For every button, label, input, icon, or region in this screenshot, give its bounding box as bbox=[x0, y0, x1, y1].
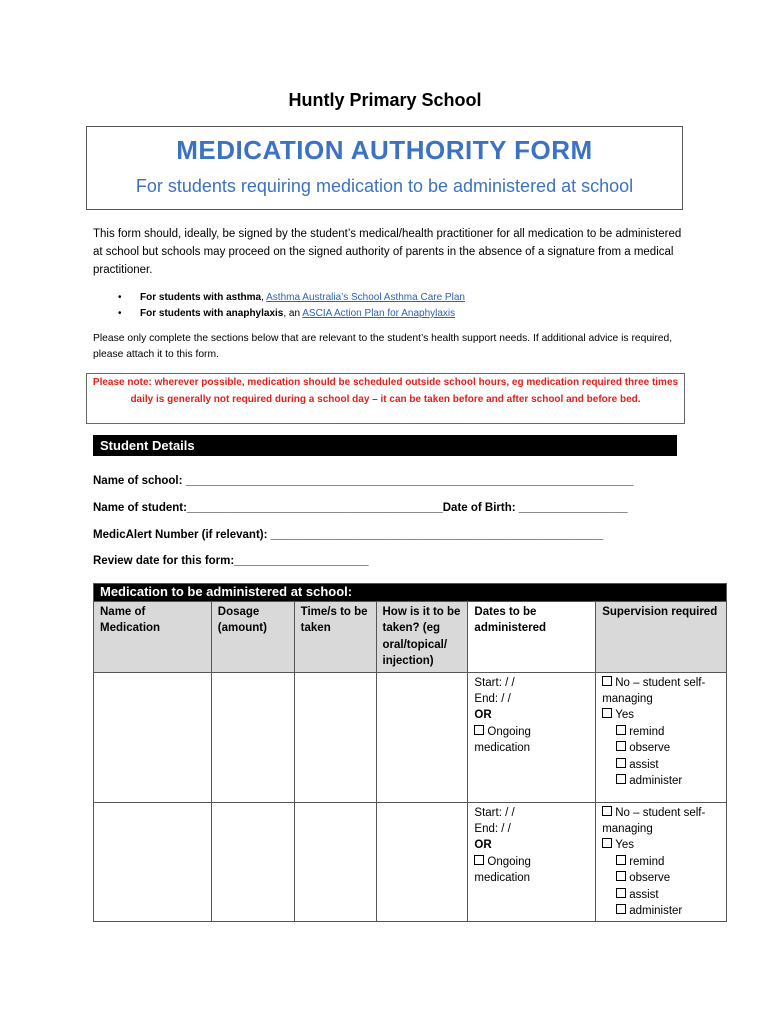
title-box bbox=[86, 126, 683, 210]
end-date[interactable]: End: / / bbox=[474, 823, 511, 836]
col-how: How is it to be taken? (eg oral/topical/ injection) bbox=[376, 602, 468, 673]
col-dosage: Dosage (amount) bbox=[211, 602, 294, 673]
dosage-cell[interactable] bbox=[211, 672, 294, 802]
checkbox[interactable] bbox=[474, 855, 484, 865]
ongoing-label: Ongoing medication bbox=[474, 855, 531, 885]
method-cell[interactable] bbox=[376, 802, 468, 922]
remind-option[interactable] bbox=[602, 724, 720, 740]
no-option[interactable] bbox=[602, 805, 720, 838]
start-date[interactable]: Start: / / bbox=[474, 806, 515, 819]
yes-label: Yes bbox=[615, 839, 634, 852]
ongoing-option[interactable] bbox=[474, 854, 589, 887]
no-label: No – student self- managing bbox=[602, 676, 706, 706]
asthma-bullet bbox=[118, 290, 465, 306]
or-label: OR bbox=[474, 839, 492, 852]
checkbox[interactable] bbox=[616, 774, 626, 784]
asthma-plan-link[interactable]: Asthma Australia’s School Asthma Care Plan bbox=[266, 292, 465, 303]
intro-paragraph: This form should, ideally, be signed by the student’s medical/health practitioner for all medication to be administered at school but schools may proceed on the signed authority of parents in the absence of a signature from a medical practitioner. bbox=[93, 228, 682, 276]
checkbox[interactable] bbox=[474, 725, 484, 735]
ongoing-label: Ongoing medication bbox=[474, 725, 531, 755]
dosage-cell[interactable] bbox=[211, 802, 294, 922]
time-cell[interactable] bbox=[294, 802, 376, 922]
checkbox[interactable] bbox=[616, 758, 626, 768]
end-date[interactable]: End: / / bbox=[474, 693, 511, 706]
administer-label: administer bbox=[629, 775, 683, 788]
observe-label: observe bbox=[629, 742, 671, 755]
anaphylaxis-sep: , an bbox=[283, 308, 303, 319]
time-cell[interactable] bbox=[294, 672, 376, 802]
school-name-field[interactable]: Name of school: ______________________________________________________________________ bbox=[93, 475, 634, 487]
or-label: OR bbox=[474, 709, 492, 722]
checkbox[interactable] bbox=[616, 725, 626, 735]
supervision-cell bbox=[596, 672, 727, 802]
administer-option[interactable] bbox=[602, 773, 720, 789]
medication-column-headers bbox=[94, 602, 727, 673]
checkbox[interactable] bbox=[602, 838, 612, 848]
name-cell[interactable] bbox=[94, 672, 212, 802]
form-title: MEDICATION AUTHORITY FORM bbox=[176, 135, 593, 165]
method-cell[interactable] bbox=[376, 672, 468, 802]
asthma-label: For students with asthma bbox=[140, 292, 262, 303]
checkbox[interactable] bbox=[616, 871, 626, 881]
review-date-field[interactable]: Review date for this form:_____________________ bbox=[93, 555, 369, 567]
yes-option[interactable] bbox=[602, 707, 720, 723]
yes-option[interactable] bbox=[602, 837, 720, 853]
medication-row bbox=[94, 802, 727, 922]
checkbox[interactable] bbox=[602, 708, 612, 718]
no-option[interactable] bbox=[602, 675, 720, 708]
student-details-heading: Student Details bbox=[93, 435, 677, 456]
dates-cell bbox=[468, 672, 596, 802]
start-date[interactable]: Start: / / bbox=[474, 676, 515, 689]
supervision-cell bbox=[596, 802, 727, 922]
checkbox[interactable] bbox=[616, 855, 626, 865]
checkbox[interactable] bbox=[616, 741, 626, 751]
asthma-sep: , bbox=[261, 292, 267, 303]
remind-label: remind bbox=[629, 855, 665, 868]
anaphylaxis-bullet bbox=[118, 306, 465, 322]
resource-list bbox=[118, 290, 465, 322]
assist-option[interactable] bbox=[602, 887, 720, 903]
checkbox[interactable] bbox=[602, 806, 612, 816]
assist-option[interactable] bbox=[602, 757, 720, 773]
administer-option[interactable] bbox=[602, 903, 720, 919]
assist-label: assist bbox=[629, 758, 659, 771]
sections-instructions: Please only complete the sections below that are relevant to the student’s health support needs. If additional advice is required, please attach it to this form. bbox=[93, 333, 673, 360]
remind-option[interactable] bbox=[602, 854, 720, 870]
medication-table bbox=[93, 583, 727, 922]
observe-option[interactable] bbox=[602, 740, 720, 756]
assist-label: assist bbox=[629, 888, 659, 901]
checkbox[interactable] bbox=[616, 904, 626, 914]
remind-label: remind bbox=[629, 725, 665, 738]
yes-label: Yes bbox=[615, 709, 634, 722]
no-label: No – student self- managing bbox=[602, 806, 706, 836]
col-dates: Dates to be administered bbox=[468, 602, 596, 673]
form-subtitle: For students requiring medication to be administered at school bbox=[135, 176, 634, 196]
checkbox[interactable] bbox=[602, 676, 612, 686]
checkbox[interactable] bbox=[616, 888, 626, 898]
anaphylaxis-label: For students with anaphylaxis bbox=[140, 308, 284, 319]
administer-label: administer bbox=[629, 905, 683, 918]
medicalert-field[interactable]: MedicAlert Number (if relevant): ____________________________________________________ bbox=[93, 529, 604, 541]
col-time: Time/s to be taken bbox=[294, 602, 376, 673]
observe-option[interactable] bbox=[602, 870, 720, 886]
school-name: Huntly Primary School bbox=[288, 90, 482, 110]
student-name-dob-field[interactable]: Name of student:________________________________________Date of Birth: _________________ bbox=[93, 502, 628, 514]
observe-label: observe bbox=[629, 872, 671, 885]
medication-row bbox=[94, 672, 727, 802]
scheduling-note: Please note: wherever possible, medication should be scheduled outside school hours, eg medication required three times daily is generally not required during a school day – it can be taken before and after school and before bed. bbox=[86, 373, 685, 424]
col-name: Name of Medication bbox=[94, 602, 212, 673]
medication-heading: Medication to be administered at school: bbox=[94, 584, 727, 602]
dates-cell bbox=[468, 802, 596, 922]
ongoing-option[interactable] bbox=[474, 724, 589, 757]
ascia-plan-link[interactable]: ASCIA Action Plan for Anaphylaxis bbox=[302, 308, 456, 319]
name-cell[interactable] bbox=[94, 802, 212, 922]
col-supervision: Supervision required bbox=[596, 602, 727, 673]
